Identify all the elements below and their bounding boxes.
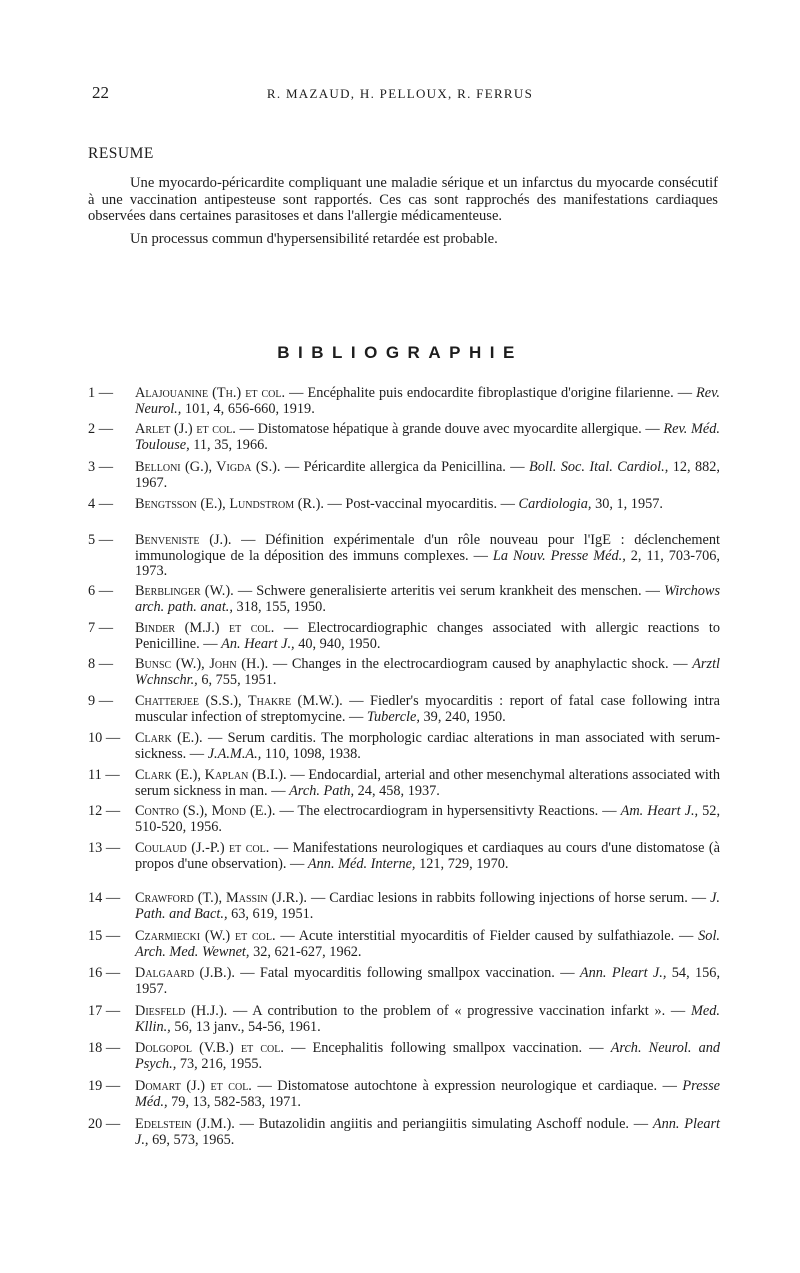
reference-source: Rev. Neurol., [135,385,720,417]
reference-source: Rev. Méd. Toulouse, [135,421,720,453]
reference-details: 12, 882, 1967. [135,459,721,491]
reference-title: — Schwere generalisierte arteritis vei serum krankheit des menschen. — [237,583,660,599]
reference-source: Ann. Méd. Interne, [307,855,416,872]
reference-authors: Domart (J.) et col. [135,1078,252,1094]
reference-number: 11 — [88,767,120,783]
reference-authors: Binder (M.J.) et col. [135,620,275,636]
abstract-paragraph: Une myocardo-péricardite compliquant une maladie sérique et un infarctus du myocarde consécutif à une vaccination antipesteuse sont rapportés. Ces cas sont rapprochés des manifestations cardiaques observées dans certaines parasitoses et dans l'allergie médicamenteuse. [88,175,718,224]
reference-number: 20 — [88,1116,121,1132]
reference-entry [88,460,720,491]
reference-details: 6, 755, 1951. [201,671,277,688]
reference-text [135,533,720,580]
reference-entry [88,1117,720,1148]
reference-number: 5 — [88,532,114,548]
reference-details: 52, 510-520, 1956. [135,803,721,835]
reference-authors: Diesfeld (H.J.). [135,1003,228,1019]
reference-title: — Définition expérimentale d'un rôle nouveau pour l'IgE : déclenchement immunologique de la déposition des immuns complexes. — [135,532,720,564]
reference-entry [88,584,720,615]
reference-entry [88,966,720,997]
reference-entry [88,929,720,960]
reference-title: — Encéphalite puis endocardite fibroplastique d'origine filarienne. — [289,385,692,401]
reference-entry [88,694,720,725]
reference-source: Arztl Wchnschr., [135,656,721,688]
reference-text [135,694,720,725]
reference-entry [88,891,720,922]
reference-entry [88,768,720,799]
reference-source: Wirchows arch. path. anat., [135,583,721,615]
reference-text [135,657,720,688]
reference-title: — Manifestations neurologiques et cardiaques au cours d'une distomatose (à propos d'une observation). — [135,840,720,872]
reference-title: — Post-vaccinal myocarditis. — [327,496,515,512]
reference-number: 12 — [88,803,121,819]
reference-entry [88,1041,720,1072]
reference-title: — Serum carditis. The morphologic cardiac alterations in man associated with serum-sickness. — [135,730,721,762]
reference-title: — Fiedler's myocarditis : report of fatal case following intra muscular infection of streptomycine. — [135,693,721,725]
reference-number: 6 — [88,583,114,599]
reference-number: 1 — [88,385,114,401]
reference-text [135,584,720,615]
reference-title: — Distomatose autochtone à expression neurologique et cardiaque. — [257,1078,677,1094]
reference-source: Tubercle, [366,708,420,725]
reference-text [135,460,720,491]
reference-source: Sol. Arch. Med. Wewnet, [135,928,720,960]
reference-text [135,929,720,960]
reference-details: 63, 619, 1951. [231,905,314,922]
reference-entry [88,422,720,453]
reference-entry [88,804,720,835]
reference-details: 24, 458, 1937. [357,782,440,799]
reference-text [135,804,720,835]
reference-authors: Edelstein (J.M.). [135,1116,235,1132]
reference-number: 19 — [88,1078,121,1094]
reference-number: 16 — [88,965,121,981]
bibliography-title: BIBLIOGRAPHIE [277,343,523,362]
reference-text [135,621,720,652]
reference-number: 18 — [88,1040,121,1056]
reference-authors: Bunsc (W.), John (H.). [135,656,269,672]
reference-entry [88,621,720,652]
reference-authors: Crawford (T.), Massin (J.R.). [135,890,307,906]
page-number: 22 [92,83,109,102]
reference-entry [88,497,720,513]
reference-source: Med. Kllin., [135,1003,720,1035]
resume-title: RESUME [88,145,154,162]
reference-number: 15 — [88,928,121,944]
reference-text [135,841,720,872]
reference-entry [88,841,720,872]
reference-source: J. Path. and Bact., [135,890,720,922]
reference-title: — Changes in the electrocardiogram caused by anaphylactic shock. — [272,656,688,672]
reference-authors: Benveniste (J.). [135,532,232,548]
reference-source: Ann. Pleart J., [135,1116,721,1148]
reference-source: Arch. Path, [289,782,355,799]
reference-authors: Belloni (G.), Vigda (S.). [135,459,281,475]
reference-details: 39, 240, 1950. [423,708,506,725]
reference-title: — Endocardial, arterial and other mesenchymal alterations associated with serum sickness in man. — [135,767,720,799]
reference-number: 4 — [88,496,114,512]
reference-number: 17 — [88,1003,121,1019]
reference-text [135,1117,720,1148]
reference-number: 7 — [88,620,114,636]
reference-number: 3 — [88,459,114,475]
reference-text [135,1079,720,1110]
reference-authors: Contro (S.), Mond (E.). [135,803,276,819]
reference-title: — The electrocardiogram in hypersensitivty Reactions. — [279,803,617,819]
reference-details: 73, 216, 1955. [179,1055,263,1072]
reference-source: Cardiologia, [518,496,592,512]
reference-text [135,891,720,922]
reference-entry [88,1004,720,1035]
reference-text [135,966,720,997]
reference-details: 56, 13 janv., 54-56, 1961. [174,1018,321,1035]
reference-details: 101, 4, 656-660, 1919. [184,400,315,417]
reference-title: — A contribution to the problem of « progressive vaccination infarkt ». — [232,1003,686,1019]
reference-details: 54, 156, 1957. [135,965,721,997]
abstract-paragraph: Un processus commun d'hypersensibilité retardée est probable. [130,230,498,247]
reference-text [135,497,720,513]
reference-source: Ann. Pleart J., [579,965,667,981]
reference-title: — Encephalitis following smallpox vaccination. — [291,1040,604,1056]
reference-source: An. Heart J., [221,635,295,652]
reference-authors: Arlet (J.) et col. [135,421,236,437]
reference-details: 318, 155, 1950. [236,598,326,615]
reference-number: 13 — [88,840,121,856]
reference-details: 40, 940, 1950. [298,635,381,652]
reference-entry [88,533,720,580]
reference-details: 2, 11, 703-706, 1973. [135,547,721,579]
reference-text [135,768,720,799]
reference-details: 121, 729, 1970. [419,855,509,872]
reference-authors: Coulaud (J.-P.) et col. [135,840,270,856]
reference-number: 2 — [88,421,114,437]
reference-entry [88,1079,720,1110]
reference-title: — Péricardite allergica da Penicillina. — [284,459,525,475]
reference-details: 69, 573, 1965. [152,1131,235,1148]
reference-authors: Bengtsson (E.), Lundstrom (R.). [135,496,324,512]
reference-details: 11, 35, 1966. [193,436,268,453]
reference-source: Arch. Neurol. and Psych., [135,1040,721,1072]
reference-text [135,1004,720,1035]
running-head: R. MAZAUD, H. PELLOUX, R. FERRUS [266,86,534,101]
reference-authors: Czarmiecki (W.) et col. [135,928,276,944]
reference-title: — Acute interstitial myocarditis of Fielder caused by sulfathiazole. — [280,928,694,944]
reference-authors: Clark (E.), Kaplan (B.I.). [135,767,287,783]
reference-number: 8 — [88,656,114,672]
reference-authors: Dolgopol (V.B.) et col. [135,1040,284,1056]
reference-text [135,386,720,417]
reference-source: La Nouv. Presse Méd., [492,547,626,564]
reference-entry [88,386,720,417]
reference-number: 14 — [88,890,121,906]
reference-details: 30, 1, 1957. [595,496,663,512]
reference-title: — Cardiac lesions in rabbits following injections of horse serum. — [310,890,707,906]
reference-title: — Butazolidin angiitis and periangiitis simulating Aschoff nodule. — [239,1116,649,1132]
reference-authors: Dalgaard (J.B.). [135,965,235,981]
reference-number: 10 — [88,730,121,746]
reference-source: Boll. Soc. Ital. Cardiol., [528,459,669,475]
reference-details: 79, 13, 582-583, 1971. [171,1093,301,1110]
reference-number: 9 — [88,693,114,709]
reference-title: — Electrocardiographic changes associated with allergic reactions to Penicilline. — [135,620,720,652]
reference-source: J.A.M.A., [207,745,262,762]
reference-text [135,1041,720,1072]
reference-entry [88,731,720,762]
reference-text [135,731,720,762]
reference-source: Am. Heart J., [620,803,699,819]
reference-authors: Alajouanine (Th.) et col. [135,385,286,401]
reference-text [135,422,720,453]
reference-details: 110, 1098, 1938. [264,745,361,762]
reference-details: 32, 621-627, 1962. [253,943,362,960]
reference-entry [88,657,720,688]
reference-title: — Distomatose hépatique à grande douve avec myocardite allergique. — [239,421,660,437]
reference-source: Presse Méd., [135,1078,721,1110]
reference-authors: Berblinger (W.). [135,583,234,599]
reference-title: — Fatal myocarditis following smallpox vaccination. — [240,965,575,981]
reference-authors: Chatterjee (S.S.), Thakre (M.W.). [135,693,343,709]
reference-authors: Clark (E.). [135,730,203,746]
abstract [88,175,718,247]
